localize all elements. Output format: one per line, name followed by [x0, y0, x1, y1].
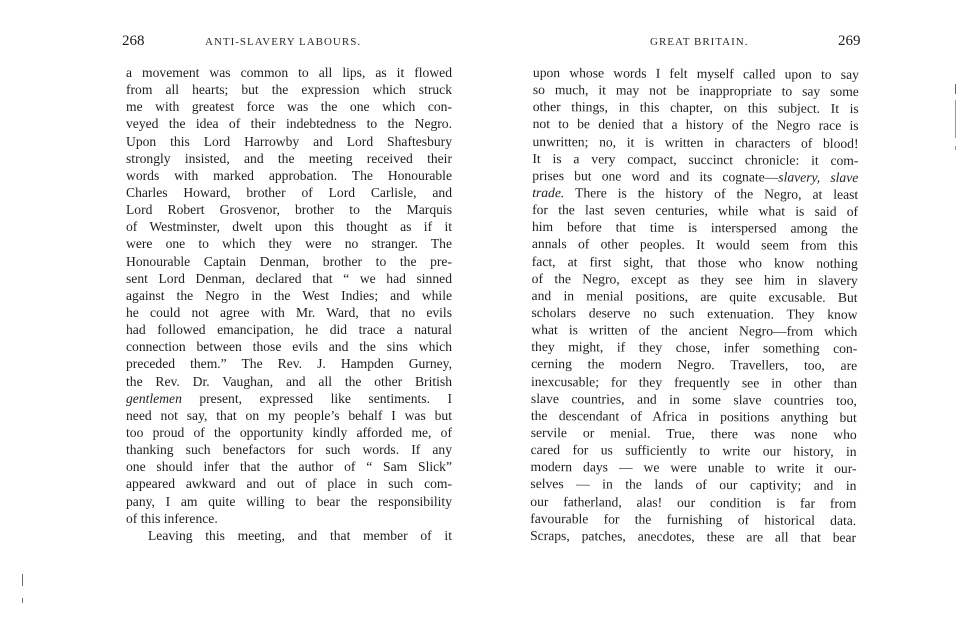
text-line: so much, it may not be inappropriate to say some	[532, 82, 859, 100]
text-line: annals of other peoples. It would seem from this	[531, 236, 858, 254]
scan-artifact-mark	[22, 574, 23, 586]
text-line: were one to which they were no stranger. The	[126, 236, 452, 252]
text-line: the descendant of Africa in positions anything but	[530, 407, 857, 425]
right-page-body	[530, 64, 859, 546]
text-line: thanking such benefactors for such words. If any	[126, 442, 452, 458]
text-line: pany, I am quite willing to bear the responsibility	[126, 493, 452, 509]
text-line: too proud of the opportunity kindly afforded me, of	[126, 424, 452, 440]
text-line: of this inference.	[126, 510, 218, 526]
text-line: unwritten; no, it is written in characters of blood!	[532, 133, 859, 151]
text-line: and in menial positions, are quite excusable. But	[531, 287, 858, 305]
italic-phrase: trade.	[532, 184, 565, 201]
italic-phrase: slavery, slave	[778, 169, 859, 185]
left-page-number: 268	[122, 33, 145, 49]
text-line: a movement was common to all lips, as it flowed	[126, 65, 452, 80]
text-line: of the Negro, except as they see him in slavery	[531, 270, 858, 288]
text-fragment: present, expressed like sentiments. I	[199, 390, 452, 406]
text-line: slave countries, and in some slave countries too,	[530, 390, 857, 408]
text-line: our fatherland, alas! our condition is far from	[530, 493, 857, 511]
text-line: he could not agree with Mr. Ward, that no evils	[126, 304, 452, 320]
text-line: not to be denied that a history of the Negro race is	[532, 116, 859, 134]
text-line: him before that time is interspersed among the	[531, 219, 859, 237]
left-running-head: ANTI-SLAVERY LABOURS.	[205, 36, 362, 48]
text-fragment: prises but one word and its cognate—	[532, 167, 779, 185]
scan-artifact-mark	[22, 598, 23, 603]
text-line: words with marked approbation. The Honourable	[126, 167, 452, 183]
text-line: cerning the modern Negro. Travellers, too, are	[531, 356, 858, 374]
text-line: scholars deserve no such extenuation. They know	[531, 304, 858, 322]
scan-artifact-mark	[955, 84, 956, 94]
text-line: against the Negro in the West Indies; and while	[126, 287, 452, 303]
text-line: for the last seven centuries, while what is said of	[532, 202, 859, 220]
italic-word: gentlemen	[126, 390, 182, 406]
text-line: Charles Howard, brother of Lord Carlisle, and	[126, 184, 452, 200]
text-line: what is written of the ancient Negro—from which	[531, 322, 858, 340]
scan-artifact-mark	[955, 146, 956, 150]
text-line: Scraps, patches, anecdotes, these are all that bear	[530, 527, 857, 545]
right-running-head: GREAT BRITAIN.	[650, 36, 749, 48]
text-line: upon whose words I felt myself called upon to say	[532, 64, 859, 82]
text-line: sent Lord Denman, declared that “ we had sinned	[126, 270, 452, 286]
text-line: me with greatest force was the one which con-	[126, 99, 452, 115]
text-line: It is a very compact, succinct chronicle: it com-	[532, 150, 859, 168]
right-page	[490, 0, 980, 643]
text-line: preceded them.” The Rev. J. Hampden Gurney,	[126, 356, 452, 372]
text-line: fact, at first sight, that those who know nothing	[531, 253, 858, 271]
right-page-number: 269	[838, 33, 861, 49]
text-line: cared for us sufficiently to write our history, in	[530, 442, 857, 460]
text-line: veyed the idea of their indebtedness to the Negro.	[126, 116, 452, 132]
text-line: appeared awkward and out of place in such com-	[126, 476, 452, 492]
text-line-with-italic	[126, 390, 452, 407]
text-line: the Rev. Dr. Vaughan, and all the other British	[126, 373, 452, 389]
text-line: they might, if they chose, infer something con-	[531, 339, 858, 357]
scan-artifact-mark	[955, 100, 956, 138]
text-line: from all hearts; but the expression which struck	[126, 82, 452, 98]
text-line-with-italic	[532, 184, 858, 203]
text-line: Leaving this meeting, and that member of it	[148, 527, 452, 543]
text-line: favourable for the furnishing of historical data.	[530, 510, 857, 528]
text-line: servile or menial. True, there was none who	[530, 424, 857, 442]
text-line: of Westminster, dwelt upon this thought as if it	[126, 219, 452, 235]
text-line: Upon this Lord Harrowby and Lord Shaftesbury	[126, 133, 452, 149]
text-line: Honourable Captain Denman, brother to the pre-	[126, 253, 452, 269]
text-line: one should infer that the author of “ Sam Slick”	[126, 459, 452, 475]
text-line-with-italic	[532, 167, 858, 186]
text-fragment: There is the history of the Negro, at least	[575, 185, 859, 202]
text-line: connection between those evils and the sins which	[126, 339, 452, 355]
text-line: selves — in the lands of our captivity; and in	[530, 476, 857, 494]
text-line: strongly insisted, and the meeting received their	[126, 150, 452, 166]
text-line: inexcusable; for they frequently see in other than	[531, 373, 858, 391]
text-line: modern days — we were unable to write it our-	[530, 459, 857, 477]
text-line: need not say, that on my people’s behalf I was but	[126, 407, 452, 423]
text-line: other things, in this chapter, on this subject. It is	[532, 99, 859, 117]
text-line: Lord Robert Grosvenor, brother to the Marquis	[126, 202, 452, 218]
text-line: had followed emancipation, he did trace a natural	[126, 322, 452, 338]
left-page-body	[126, 64, 452, 544]
